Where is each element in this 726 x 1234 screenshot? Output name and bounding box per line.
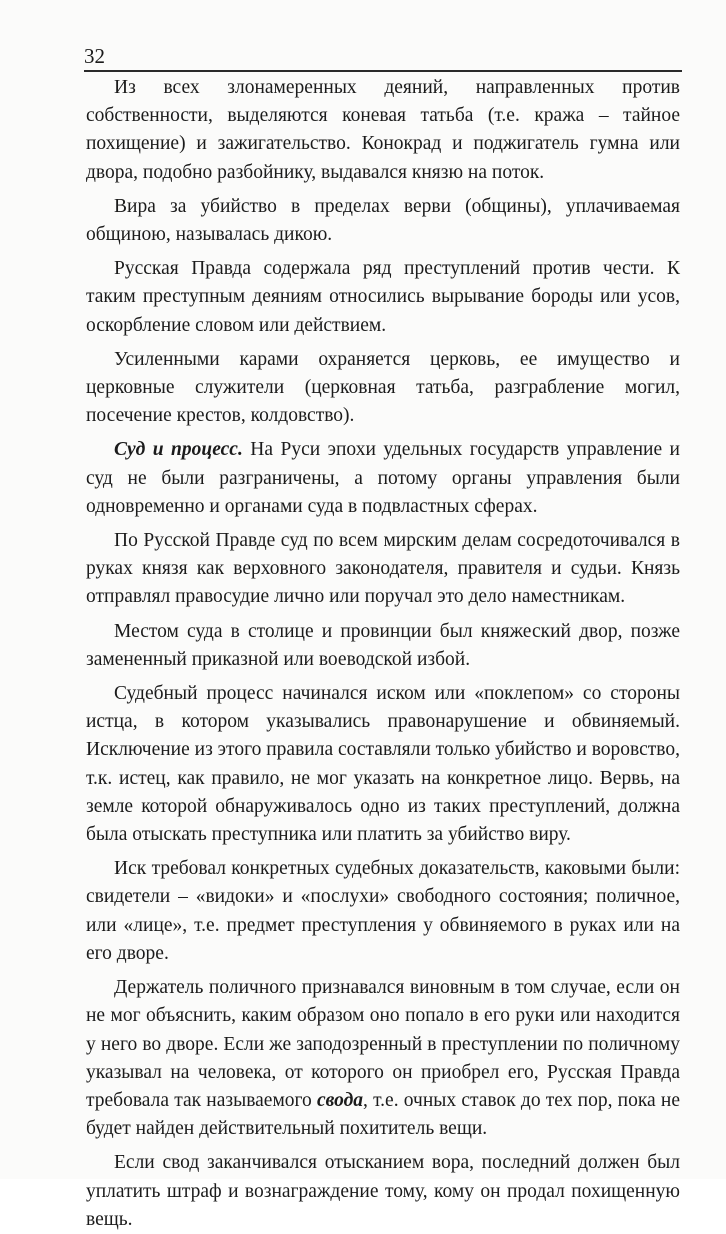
paragraph-honor-crimes: Русская Правда содержала ряд преступлений против чести. К таким преступным деяниям относились вырывание бороды или усов, оскорбление словом или действием. <box>86 258 680 336</box>
page-number: 32 <box>84 44 105 68</box>
paragraph-lawsuit-start: Судебный процесс начинался иском или «поклепом» со стороны истца, в котором указывались правонарушение и обвиняемый. Исключение из этого правила составляли только убийство и воровство, т.к. истец, как правило, не мог указать на конкретное лицо. Вервь, на земле которой обнаруживалось одно из таких преступлений, должна была отыскать преступника или платить за убийство виру. <box>86 683 680 846</box>
paragraph-court-location: Местом суда в столице и провинции был княжеский двор, позже замененный приказной или воеводской избой. <box>86 620 680 670</box>
paragraph-stolen-goods-before: Держатель поличного признавался виновным в том случае, если он не мог объяснить, каким образом оно попало в его руки или находится у него во дворе. Если же заподозренный в преступлении по поличному указывал на человека, от которого он приобрел его, Русская Правда требовала так называемого <box>86 977 680 1111</box>
body-text <box>86 74 680 1234</box>
section-lead-heading: Суд и процесс. <box>114 439 243 461</box>
term-svod: свода <box>317 1089 364 1111</box>
paragraph-prince-court: По Русской Правде суд по всем мирским делам сосредоточивался в руках князя как верховного законодателя, правителя и судьи. Князь отправлял правосудие лично или поручал это дело наместникам. <box>86 530 680 608</box>
paragraph-court-and-process-text: На Руси эпохи удельных государств управление и суд не были разграничены, а потому органы управления были одновременно и органами суда в подвластных сферах. <box>86 439 680 517</box>
paragraph-property-crimes: Из всех злонамеренных деяний, направленных против собственности, выделяются коневая татьба (т.е. кража – тайное похищение) и зажигательство. Конокрад и поджигатель гумна или двора, подобно разбойнику, выдавался князю на поток. <box>86 77 680 183</box>
paragraph-svod-result: Если свод заканчивался отысканием вора, последний должен был уплатить штраф и вознаграждение тому, кому он продал похищенную вещь. <box>86 1152 680 1230</box>
paragraph-church-protection: Усиленными карами охраняется церковь, ее имущество и церковные служители (церковная татьба, разграбление могил, посечение крестов, колдовство). <box>86 348 680 427</box>
paragraph-vira: Вира за убийство в пределах верви (общины), уплачиваемая общиною, называлась дикою. <box>86 195 680 246</box>
paragraph-evidence: Иск требовал конкретных судебных доказательств, каковыми были: свидетели – «видоки» и «послухи» свободного состояния; поличное, или «лице», т.е. предмет преступления у обвиняемого в руках или на его дворе. <box>86 858 680 964</box>
header-rule <box>84 70 682 72</box>
paragraph-stolen-goods <box>86 974 680 1143</box>
paragraph-stolen-goods-after: , т.е. очных ставок до тех пор, пока не будет найден действительный похититель вещи. <box>86 1089 680 1140</box>
paragraph-court-and-process <box>86 436 680 521</box>
